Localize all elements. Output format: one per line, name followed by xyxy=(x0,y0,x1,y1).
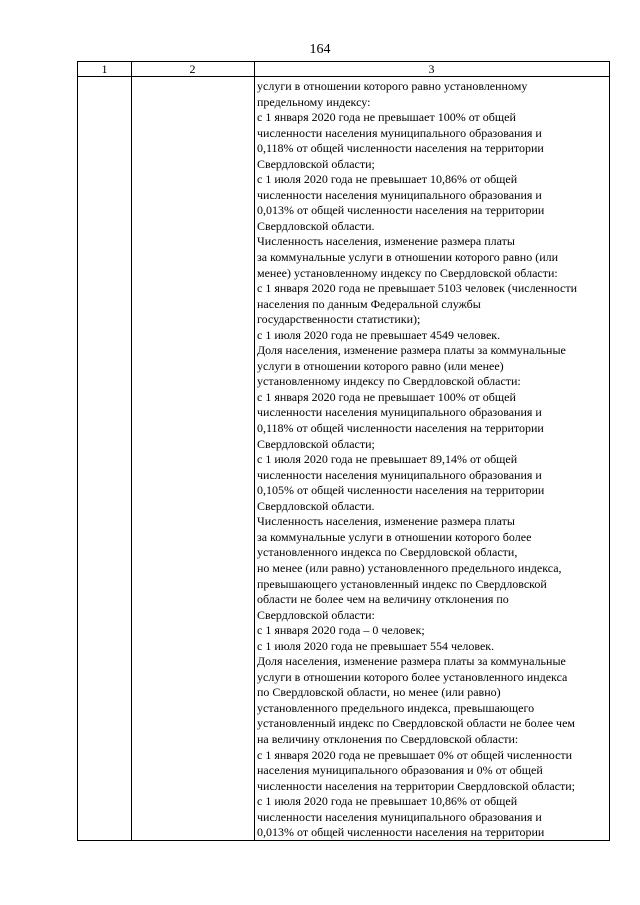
text-line: с 1 января 2020 года – 0 человек; xyxy=(257,623,425,638)
text-line: численности населения муниципального образования и xyxy=(257,405,542,420)
text-line: с 1 июля 2020 года не превышает 554 человек. xyxy=(257,638,495,653)
text-line: с 1 января 2020 года не превышает 100% от общей xyxy=(257,110,516,125)
text-line: 0,013% от общей численности населения на территории xyxy=(257,825,545,840)
column-header-2: 2 xyxy=(189,62,196,76)
text-line: установленного предельного индекса, превышающего xyxy=(257,700,535,715)
text-line: на величину отклонения по Свердловской области: xyxy=(257,731,519,746)
text-line: но менее (или равно) установленного предельного индекса, xyxy=(257,560,562,575)
text-line: с 1 июля 2020 года не превышает 89,14% от общей xyxy=(257,452,518,467)
document-table xyxy=(77,61,610,841)
text-line: с 1 января 2020 года не превышает 100% от общей xyxy=(257,389,516,404)
text-line: численности населения муниципального образования и xyxy=(257,187,542,202)
text-line: 0,118% от общей численности населения на территории xyxy=(257,421,544,436)
text-line: с 1 июля 2020 года не превышает 4549 человек. xyxy=(257,327,501,342)
column-3-text xyxy=(257,79,607,841)
text-line: Свердловской области. xyxy=(257,218,375,233)
text-line: населения по данным Федеральной службы xyxy=(257,296,481,311)
text-line: услуги в отношении которого равно установленному xyxy=(257,79,528,93)
text-line: установленного индекса по Свердловской области, xyxy=(257,545,518,560)
text-line: услуги в отношении которого равно (или менее) xyxy=(257,358,504,373)
text-line: 0,105% от общей численности населения на территории xyxy=(257,483,545,498)
text-line: государственности статистики); xyxy=(257,312,421,327)
text-line: за коммунальные услуги в отношении которого более xyxy=(257,529,532,544)
text-line: за коммунальные услуги в отношении которого равно (или xyxy=(257,250,559,265)
text-line: предельному индексу: xyxy=(257,94,371,109)
text-line: установленному индексу по Свердловской области: xyxy=(257,374,521,389)
text-line: Доля населения, изменение размера платы за коммунальные xyxy=(257,654,566,669)
text-line: Свердловской области. xyxy=(257,498,375,513)
text-line: населения муниципального образования и 0% от общей xyxy=(257,763,543,778)
text-line: менее) установленному индексу по Свердловской области: xyxy=(257,265,558,280)
text-line: с 1 июля 2020 года не превышает 10,86% от общей xyxy=(257,794,518,809)
column-divider-2 xyxy=(254,62,255,840)
text-line: численности населения муниципального образования и xyxy=(257,809,542,824)
text-line: Свердловской области; xyxy=(257,436,375,451)
text-line: Свердловской области: xyxy=(257,607,375,622)
text-line: установленный индекс по Свердловской области не более чем xyxy=(257,716,575,731)
text-line: численности населения муниципального образования и xyxy=(257,467,542,482)
text-line: с 1 января 2020 года не превышает 0% от общей численности xyxy=(257,747,573,762)
text-line: области не более чем на величину отклонения по xyxy=(257,592,509,607)
text-line: численности населения на территории Свердловской области; xyxy=(257,778,575,793)
text-line: численности населения муниципального образования и xyxy=(257,125,542,140)
text-line: Численность населения, изменение размера платы xyxy=(257,234,515,249)
table-header-row xyxy=(78,62,609,77)
page-number: 164 xyxy=(309,42,331,57)
text-line: Численность населения, изменение размера платы xyxy=(257,514,515,529)
text-line: услуги в отношении которого более установленного индекса xyxy=(257,669,568,684)
text-line: с 1 июля 2020 года не превышает 10,86% от общей xyxy=(257,172,518,187)
column-header-1: 1 xyxy=(101,62,108,76)
text-line: превышающего установленный индекс по Свердловской xyxy=(257,576,547,591)
text-line: 0,118% от общей численности населения на территории xyxy=(257,141,544,156)
column-divider-1 xyxy=(131,62,132,840)
text-line: по Свердловской области, но менее (или равно) xyxy=(257,685,501,700)
column-header-3: 3 xyxy=(428,62,435,76)
text-line: Свердловской области; xyxy=(257,156,375,171)
text-line: Доля населения, изменение размера платы за коммунальные xyxy=(257,343,566,358)
text-line: 0,013% от общей численности населения на территории xyxy=(257,203,545,218)
text-line: с 1 января 2020 года не превышает 5103 человек (численности xyxy=(257,281,578,296)
